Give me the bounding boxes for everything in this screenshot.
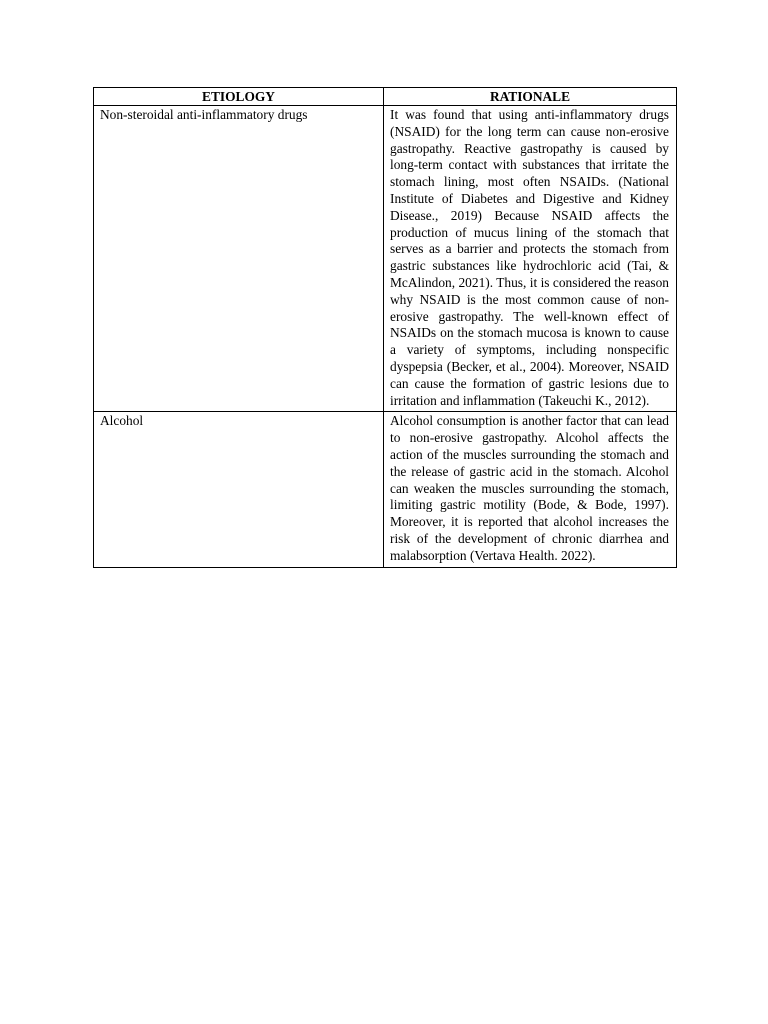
header-rationale: RATIONALE — [384, 88, 677, 106]
etiology-rationale-table — [93, 87, 677, 568]
table-row — [94, 412, 677, 567]
table-row — [94, 106, 677, 412]
table-header-row — [94, 88, 677, 106]
rationale-cell-alcohol: Alcohol consumption is another factor that can lead to non-erosive gastropathy. Alcohol affects the action of the muscles surrounding the stomach and the release of gastric acid in the stomach. Alcohol can weaken the muscles surrounding the stomach, limiting gastric motility (Bode, & Bode, 1997). Moreover, it is reported that alcohol increases the risk of the development of chronic diarrhea and malabsorption (Vertava Health. 2022). — [384, 412, 677, 567]
header-etiology: ETIOLOGY — [94, 88, 384, 106]
etiology-cell-alcohol: Alcohol — [94, 412, 384, 567]
etiology-cell-nsaid: Non-steroidal anti-inflammatory drugs — [94, 106, 384, 412]
rationale-cell-nsaid: It was found that using anti-inflammatory drugs (NSAID) for the long term can cause non-erosive gastropathy. Reactive gastropathy is caused by long-term contact with substances that irritate the stomach lining, most often NSAIDs. (National Institute of Diabetes and Digestive and Kidney Disease., 2019) Because NSAID affects the production of mucus lining of the stomach that serves as a barrier and protects the stomach from gastric substances like hydrochloric acid (Tai, & McAlindon, 2021). Thus, it is considered the reason why NSAID is the most common cause of non-erosive gastropathy. The well-known effect of NSAIDs on the stomach mucosa is known to cause a variety of symptoms, including nonspecific dyspepsia (Becker, et al., 2004). Moreover, NSAID can cause the formation of gastric lesions due to irritation and inflammation (Takeuchi K., 2012). — [384, 106, 677, 412]
